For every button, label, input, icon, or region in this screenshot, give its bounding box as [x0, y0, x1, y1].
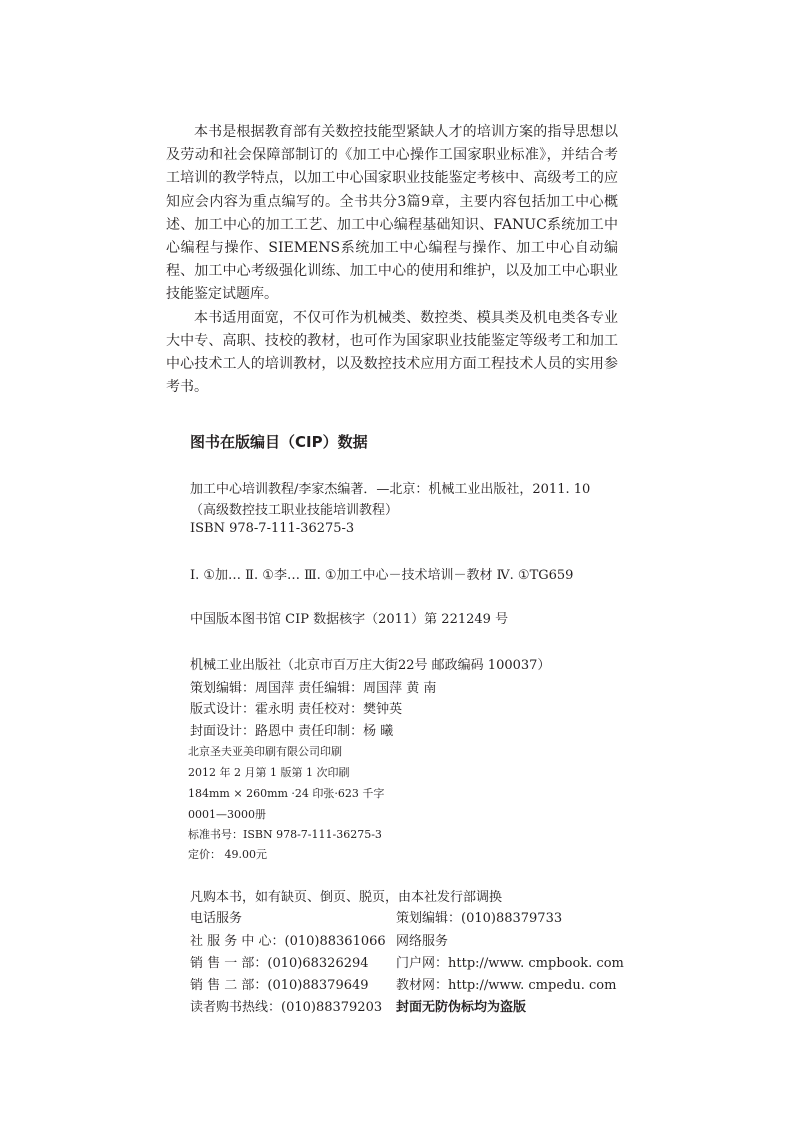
editors-line: 策划编辑：周国萍 责任编辑：周国萍 黄 南: [190, 681, 437, 696]
intro-paragraph-1: 本书是根据教育部有关数控技能型紧缺人才的培训方案的指导思想以及劳动和社会保障部制订的《加工中心操作工国家职业标准》，并结合考工培训的教学特点，以加工中心国家职业技能鉴定考核中、高级考工的应知应会内容为重点编写的。全书共分3篇9章，主要内容包括加工中心概述、加工中心的加工工艺、加工中心编程基础知识、FANUC系统加工中心编程与操作、SIEMENS系统加工中心编程与操作、加工中心自动编程、加工中心考级强化训练、加工中心的使用和维护，以及加工中心职业技能鉴定试题库。: [166, 124, 618, 303]
cip-series: （高级数控技工职业技能培训教程）: [190, 503, 399, 518]
cip-record: 中国版本图书馆 CIP 数据核字（2011）第 221249 号: [190, 612, 509, 627]
format-line: 184mm × 260mm ·24 印张·623 千字: [188, 787, 385, 800]
textbook-url: 教材网：http://www. cmpedu. com: [396, 978, 617, 993]
edition-line: 2012 年 2 月第 1 版第 1 次印刷: [188, 766, 350, 779]
anti-piracy-notice: 封面无防伪标均为盗版: [396, 1000, 527, 1015]
price-line: 定价： 49.00元: [188, 848, 267, 861]
layout-line: 版式设计：霍永明 责任校对：樊钟英: [190, 702, 403, 717]
standard-number-line: 标准书号：ISBN 978-7-111-36275-3: [188, 828, 382, 841]
sales-dept-1-phone: 销 售 一 部：(010)68326294: [190, 956, 369, 971]
publisher-line: 机械工业出版社（北京市百万庄大街22号 邮政编码 100037）: [190, 658, 551, 673]
web-service-heading: 网络服务: [396, 934, 449, 949]
printer-line: 北京圣夫亚美印刷有限公司印刷: [188, 745, 342, 758]
copies-line: 0001—3000册: [188, 808, 266, 821]
cip-isbn: ISBN 978-7-111-36275-3: [190, 521, 355, 536]
cip-classification: Ⅰ. ①加… Ⅱ. ①李… Ⅲ. ①加工中心－技术培训－教材 Ⅳ. ①TG659: [190, 568, 574, 583]
cip-line-1: 加工中心培训教程/李家杰编著．—北京：机械工业出版社，2011. 10: [190, 482, 591, 497]
intro-text: [166, 121, 618, 399]
cover-line: 封面设计：路恩中 责任印制：杨 曦: [190, 724, 394, 739]
portal-url: 门户网：http://www. cmpbook. com: [396, 956, 624, 971]
planning-editor-phone: 策划编辑：(010)88379733: [396, 911, 563, 926]
replacement-notice: 凡购本书，如有缺页、倒页、脱页，由本社发行部调换: [190, 890, 503, 905]
cip-title: 图书在版编目（CIP）数据: [190, 433, 368, 451]
intro-paragraph-2: 本书适用面宽，不仅可作为机械类、数控类、模具类及机电类各专业大中专、高职、技校的教材，也可作为国家职业技能鉴定等级考工和加工中心技术工人的培训教材，以及数控技术应用方面工程技术人员的实用参考书。: [166, 309, 618, 396]
service-center-phone: 社 服 务 中 心：(010)88361066: [190, 934, 386, 949]
phone-service-heading: 电话服务: [190, 911, 243, 926]
reader-hotline-phone: 读者购书热线：(010)88379203: [190, 1000, 383, 1015]
sales-dept-2-phone: 销 售 二 部：(010)88379649: [190, 978, 369, 993]
